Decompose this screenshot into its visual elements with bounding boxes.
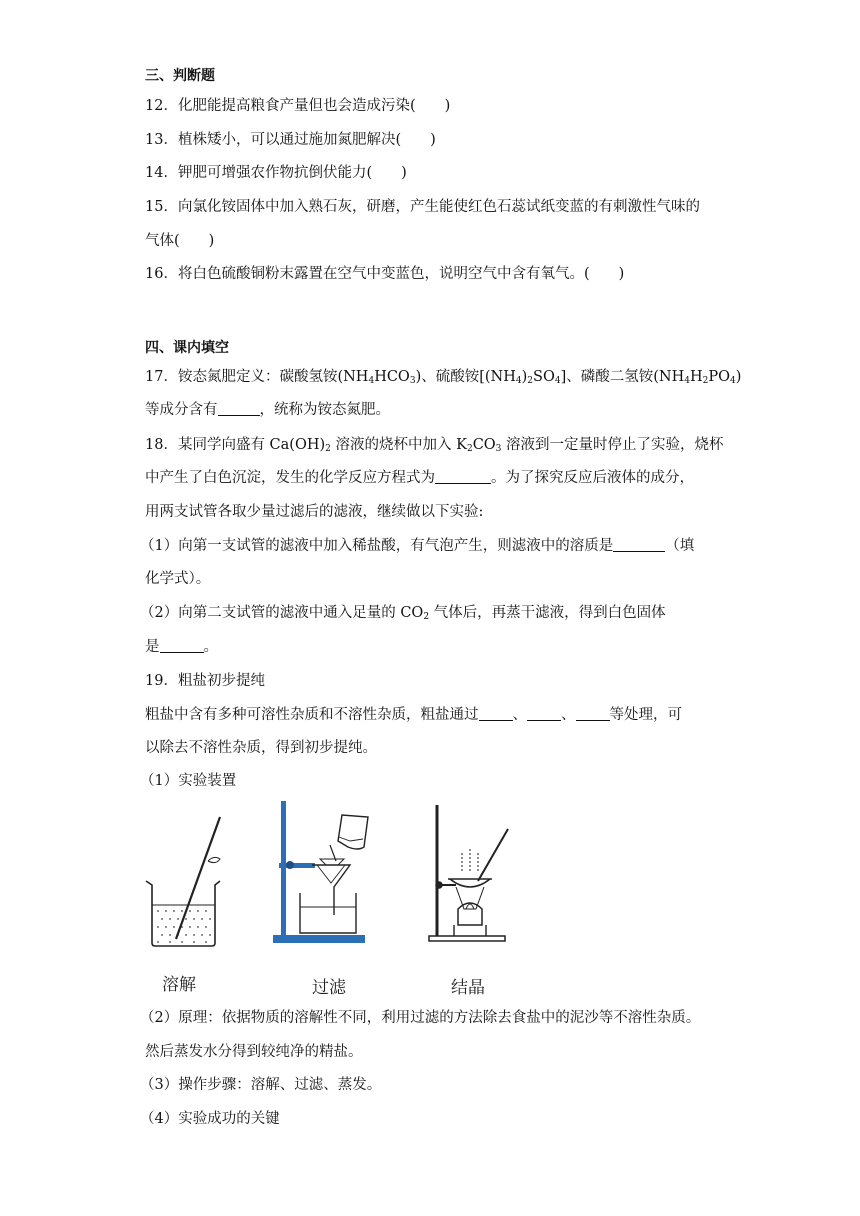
answer-blank[interactable] (613, 537, 665, 552)
filtration-apparatus-icon (273, 801, 368, 943)
answer-blank[interactable] (527, 706, 561, 721)
figure-label-crystallize: 结晶 (451, 978, 485, 998)
question-12: 12．化肥能提高粮食产量但也会造成污染( ) (145, 98, 451, 114)
answer-blank[interactable] (576, 706, 610, 721)
question-19-sub-4: （4）实验成功的关键 (140, 1111, 280, 1127)
figure-label-filter: 过滤 (312, 978, 346, 998)
question-18-sub-1: （1）向第一支试管的滤液中加入稀盐酸，有气泡产生，则滤液中的溶质是 （填 (140, 538, 695, 554)
answer-blank[interactable] (218, 401, 260, 416)
question-19-sub-2: （2）原理：依据物质的溶解性不同，利用过滤的方法除去食盐中的泥沙等不溶性杂质。 (140, 1010, 701, 1026)
section-3-title: 三、判断题 (145, 68, 215, 84)
question-15-line-1: 15．向氯化铵固体中加入熟石灰，研磨，产生能使红色石蕊试纸变蓝的有刺激性气味的 (145, 199, 700, 215)
question-18-line-2: 中产生了白色沉淀，发生的化学反应方程式为 。为了探究反应后液体的成分， (145, 470, 694, 486)
question-18-sub-1-cont: 化学式）。 (145, 571, 211, 587)
figure-label-dissolve: 溶解 (162, 975, 196, 995)
answer-blank[interactable] (435, 469, 491, 484)
question-17-line-1: 17．铵态氮肥定义：碳酸氢铵$(NH_4HCO_3)$、硫酸铵$[(NH_4)_2SO_4]$、磷酸二氢铵$(NH_4H_2PO_4)$ (145, 369, 742, 386)
apparatus-drawing (140, 795, 520, 1000)
question-17-line-2: 等成分含有 ，统称为铵态氮肥。 (145, 402, 390, 418)
question-18-sub-2: （2）向第二支试管的滤液中通入足量的 $CO_2$ 气体后，再蒸干滤液，得到白色固体 (140, 605, 666, 622)
question-18-sub-2-cont: 是 。 (145, 639, 218, 655)
question-19-sub-3: （3）操作步骤：溶解、过滤、蒸发。 (140, 1077, 382, 1093)
beaker-stirring-rod-icon (146, 817, 220, 946)
question-19-line-1: 粗盐中含有多种可溶性杂质和不溶性杂质，粗盐通过 、 、 等处理，可 (145, 707, 682, 723)
question-18-line-3: 用两支试管各取少量过滤后的滤液，继续做以下实验: (145, 504, 484, 520)
evaporation-apparatus-icon (429, 805, 508, 941)
question-15-line-2: 气体( ) (145, 233, 215, 249)
answer-blank[interactable] (160, 638, 204, 653)
question-19-title: 19．粗盐初步提纯 (145, 673, 265, 689)
answer-blank[interactable] (479, 706, 513, 721)
question-19-line-2: 以除去不溶性杂质，得到初步提纯。 (145, 740, 377, 756)
question-19-sub-2-cont: 然后蒸发水分得到较纯净的精盐。 (145, 1044, 363, 1060)
question-18-line-1: 18．某同学向盛有 $Ca(OH)_2$ 溶液的烧杯中加入 $K_2CO_3$ 溶液到一定量时停止了实验，烧杯 (145, 437, 724, 454)
question-16: 16．将白色硫酸铜粉末露置在空气中变蓝色，说明空气中含有氧气。( ) (145, 266, 625, 282)
question-13: 13．植株矮小，可以通过施加氮肥解决( ) (145, 132, 436, 148)
question-19-sub-1: （1）实验装置 (140, 773, 237, 789)
apparatus-figure (140, 795, 520, 1000)
question-14: 14．钾肥可增强农作物抗倒伏能力( ) (145, 165, 407, 181)
section-4-title: 四、课内填空 (145, 340, 229, 356)
